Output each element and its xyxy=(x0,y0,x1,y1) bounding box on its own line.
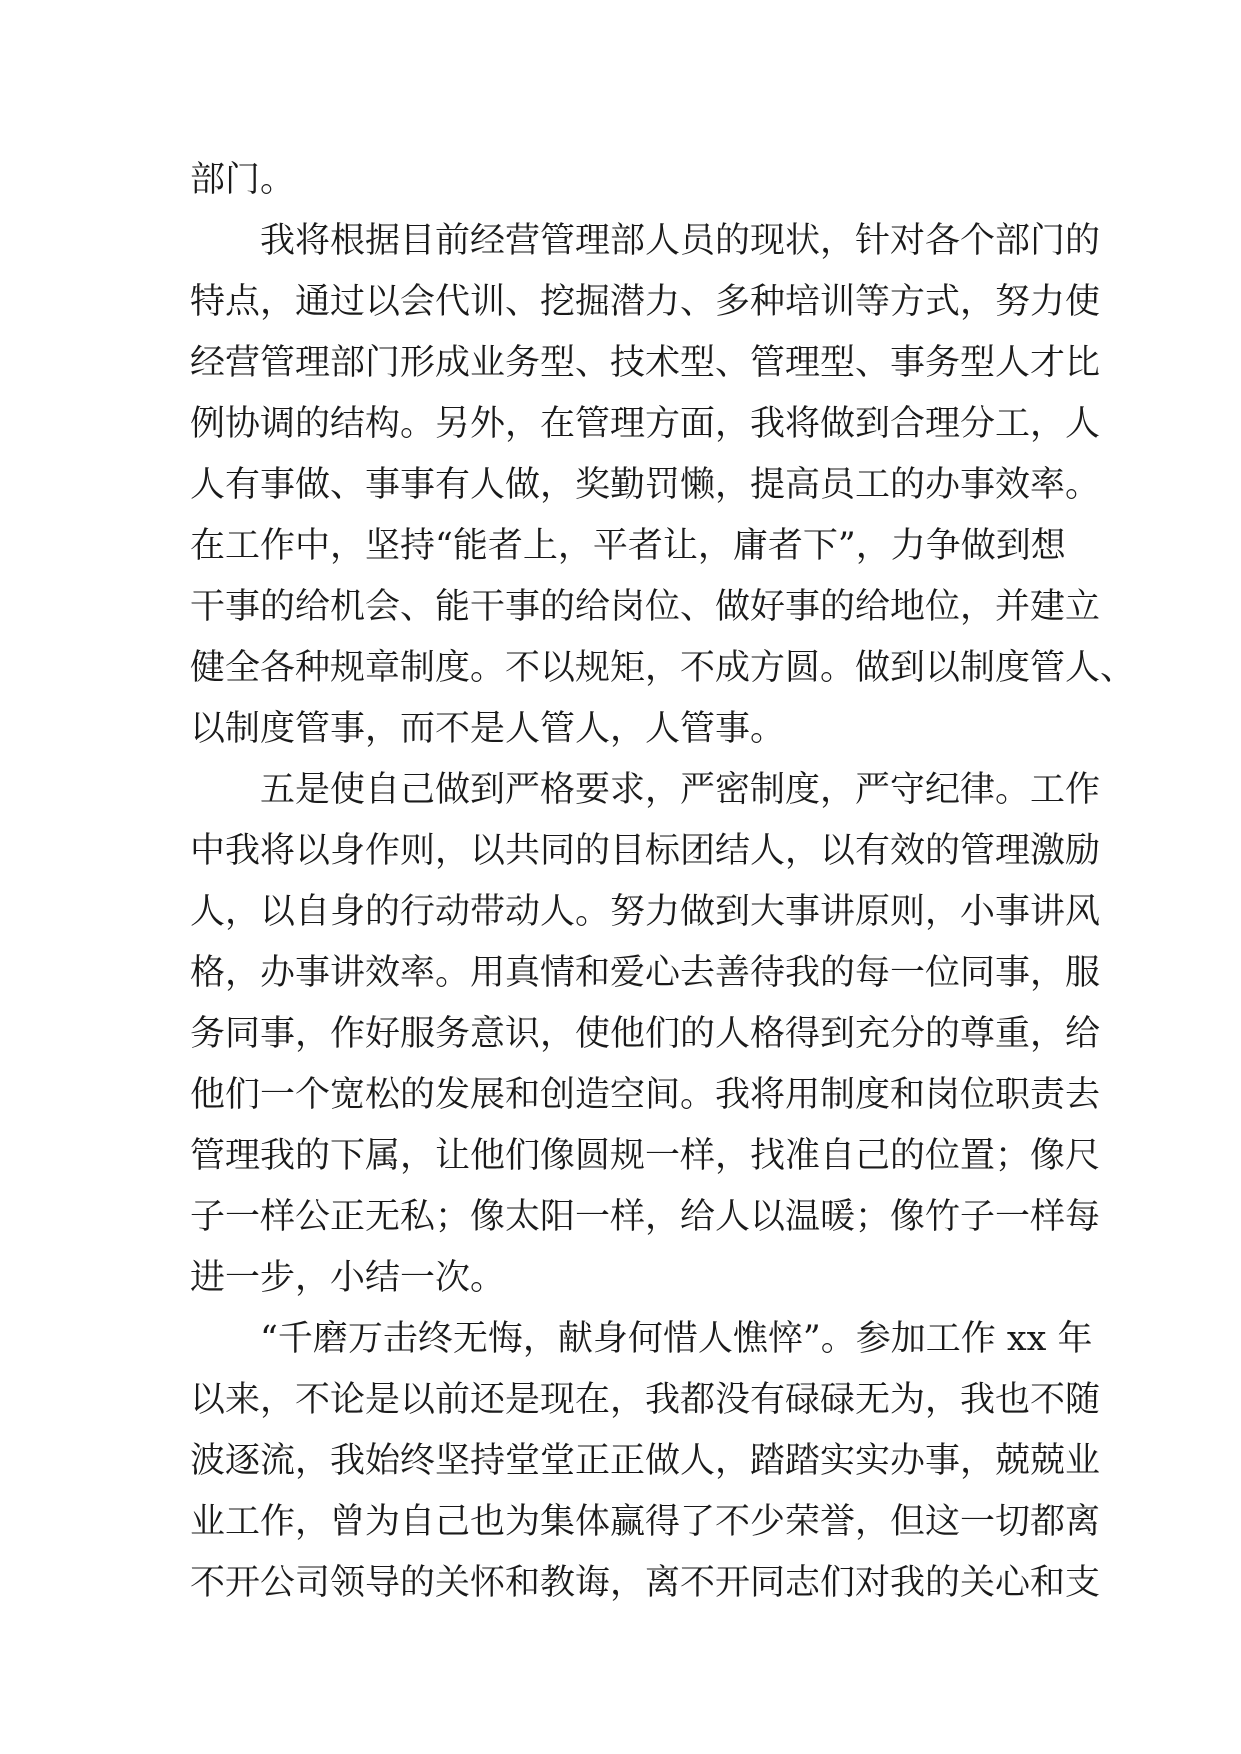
text-line: 干事的给机会、能干事的给岗位、做好事的给地位，并建立 xyxy=(190,587,1101,627)
text-line: 健全各种规章制度。不以规矩，不成方圆。做到以制度管人、 xyxy=(190,648,1136,688)
text-line: 业工作，曾为自己也为集体赢得了不少荣誉，但这一切都离 xyxy=(190,1502,1101,1542)
text-line: 以制度管事，而不是人管人，人管事。 xyxy=(190,709,786,749)
text-line: 以来，不论是以前还是现在，我都没有碌碌无为，我也不随 xyxy=(190,1380,1101,1420)
text-line: 我将根据目前经营管理部人员的现状，针对各个部门的 xyxy=(260,221,1101,261)
text-line: 在工作中，坚持“能者上，平者让，庸者下”，力争做到想 xyxy=(190,526,1066,566)
text-line: 进一步，小结一次。 xyxy=(190,1258,506,1298)
text-line: 部门。 xyxy=(190,160,296,200)
text-line: 务同事，作好服务意识，使他们的人格得到充分的尊重，给 xyxy=(190,1014,1101,1054)
text-line: 波逐流，我始终坚持堂堂正正做人，踏踏实实办事，兢兢业 xyxy=(190,1441,1101,1481)
text-line: 人有事做、事事有人做，奖勤罚懒，提高员工的办事效率。 xyxy=(190,465,1101,505)
document-body xyxy=(190,150,1136,1614)
text-line: 经营管理部门形成业务型、技术型、管理型、事务型人才比 xyxy=(190,343,1101,383)
text-line: 格，办事讲效率。用真情和爱心去善待我的每一位同事，服 xyxy=(190,953,1101,993)
text-line: 不开公司领导的关怀和教诲，离不开同志们对我的关心和支 xyxy=(190,1563,1101,1603)
text-line: 子一样公正无私；像太阳一样，给人以温暖；像竹子一样每 xyxy=(190,1197,1101,1237)
text-line: “千磨万击终无悔，献身何惜人憔悴”。参加工作 xx 年 xyxy=(260,1319,1093,1359)
text-line: 他们一个宽松的发展和创造空间。我将用制度和岗位职责去 xyxy=(190,1075,1101,1115)
text-line: 管理我的下属，让他们像圆规一样，找准自己的位置；像尺 xyxy=(190,1136,1101,1176)
text-line: 五是使自己做到严格要求，严密制度，严守纪律。工作 xyxy=(260,770,1101,810)
text-line: 人，以自身的行动带动人。努力做到大事讲原则，小事讲风 xyxy=(190,892,1101,932)
text-line: 特点，通过以会代训、挖掘潜力、多种培训等方式，努力使 xyxy=(190,282,1101,322)
text-line: 例协调的结构。另外，在管理方面，我将做到合理分工，人 xyxy=(190,404,1101,444)
text-line: 中我将以身作则，以共同的目标团结人，以有效的管理激励 xyxy=(190,831,1101,871)
